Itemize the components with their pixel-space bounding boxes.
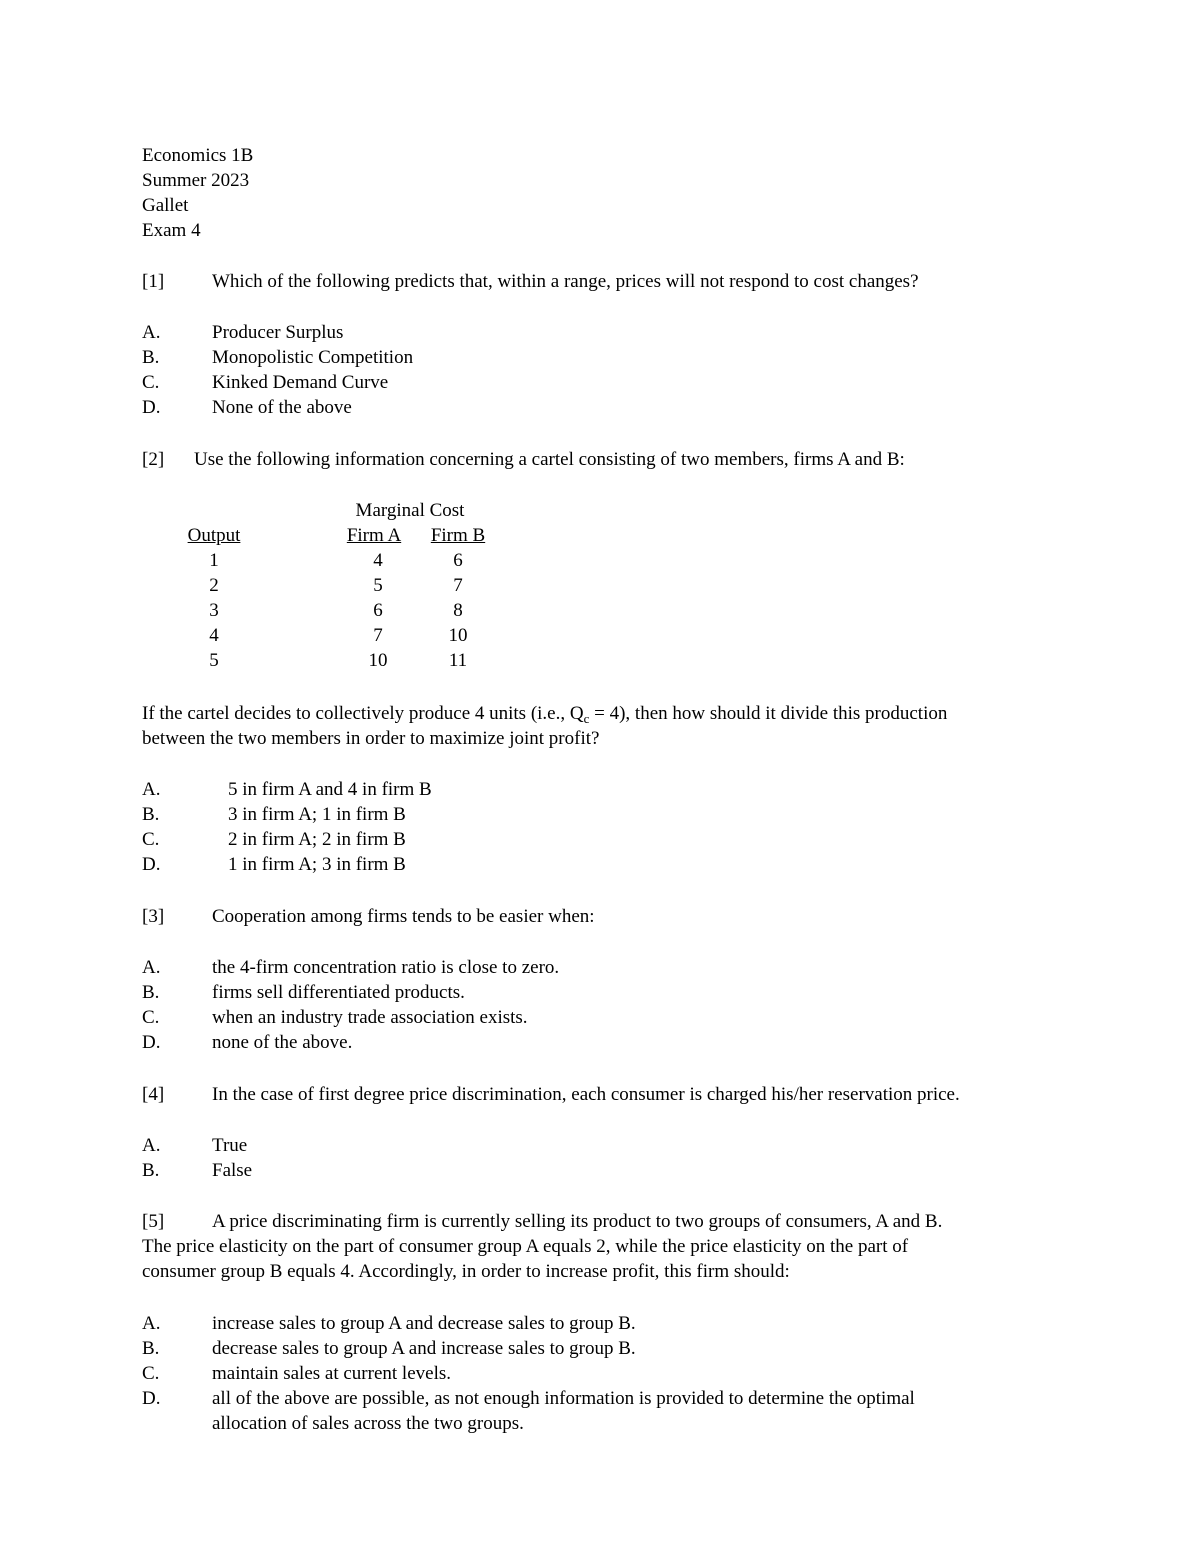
option-5b [142,1336,1062,1361]
table-cell-firm-a: 7 [373,625,383,646]
option-2a [142,777,1062,802]
question-number: [5] [142,1211,165,1232]
option-1a [142,320,1062,345]
option-text: 3 in firm A; 1 in firm B [228,804,406,825]
option-2c [142,827,1062,852]
table-cell-firm-b: 6 [453,550,463,571]
option-text: False [212,1160,253,1181]
table-cell-firm-a: 4 [373,550,383,571]
question-text: Which of the following predicts that, within a range, prices will not respond to cost changes? [212,271,919,292]
option-text: when an industry trade association exists. [212,1007,528,1028]
question-5-line3: consumer group B equals 4. Accordingly, in order to increase profit, this firm should: [142,1261,790,1282]
table-cell-firm-b: 8 [453,600,463,621]
question-text: A price discriminating firm is currently selling its product to two groups of consumers, A and B. [212,1211,943,1232]
option-5c [142,1361,1062,1386]
question-3 [142,904,1062,929]
question-number: [3] [142,906,165,927]
option-label: D. [142,397,161,418]
question-text: Use the following information concerning a cartel consisting of two members, firms A and B: [194,449,905,470]
question-2 [142,447,1062,472]
option-label: B. [142,804,160,825]
question-number: [2] [142,449,165,470]
option-3c [142,1005,1062,1030]
question-4 [142,1082,1062,1107]
option-2b [142,802,1062,827]
option-text: Monopolistic Competition [212,347,414,368]
option-label: D. [142,1032,161,1053]
option-text: decrease sales to group A and increase sales to group B. [212,1338,636,1359]
option-text: all of the above are possible, as not enough information is provided to determine the optimal [212,1388,915,1409]
option-label: A. [142,1313,161,1334]
option-label: D. [142,1388,161,1409]
question-text: Cooperation among firms tends to be easier when: [212,906,595,927]
option-label: C. [142,1007,160,1028]
option-text: True [212,1135,248,1156]
question-5-line2: The price elasticity on the part of consumer group A equals 2, while the price elasticity on the part of [142,1236,909,1257]
table-cell-firm-b: 11 [448,650,468,671]
option-text: None of the above [212,397,352,418]
option-text: increase sales to group A and decrease sales to group B. [212,1313,636,1334]
table-group-header: Marginal Cost [355,500,465,521]
option-5d [142,1386,1062,1411]
table-cell-output: 1 [209,550,219,571]
option-3d [142,1030,1062,1055]
table-cell-firm-a: 10 [368,650,388,671]
table-cell-firm-a: 6 [373,600,383,621]
option-label: C. [142,372,160,393]
option-1c [142,370,1062,395]
option-label: C. [142,829,160,850]
option-5d-line2 [142,1411,1062,1436]
option-text: firms sell differentiated products. [212,982,465,1003]
option-text: allocation of sales across the two groups. [212,1413,524,1434]
option-label: A. [142,779,161,800]
table-header-firm-a: Firm A [346,525,402,546]
question-5 [142,1209,1062,1234]
table-cell-output: 5 [209,650,219,671]
option-text: 2 in firm A; 2 in firm B [228,829,406,850]
table-cell-firm-b: 7 [453,575,463,596]
question-number: [4] [142,1084,165,1105]
option-label: A. [142,322,161,343]
option-4a [142,1133,1062,1158]
option-label: A. [142,957,161,978]
option-label: B. [142,1338,160,1359]
table-header-output: Output [187,525,241,546]
table-cell-firm-b: 10 [448,625,468,646]
question-1 [142,269,1062,294]
option-label: B. [142,347,160,368]
question-number: [1] [142,271,165,292]
option-label: B. [142,1160,160,1181]
table-header-firm-b: Firm B [430,525,486,546]
option-1d [142,395,1062,420]
option-5a [142,1311,1062,1336]
term: Summer 2023 [142,170,250,191]
exam-title: Exam 4 [142,220,201,241]
table-cell-firm-a: 5 [373,575,383,596]
option-label: C. [142,1363,160,1384]
option-text: maintain sales at current levels. [212,1363,451,1384]
option-text: Producer Surplus [212,322,344,343]
option-text: 5 in firm A and 4 in firm B [228,779,432,800]
option-3b [142,980,1062,1005]
question-2-prompt: If the cartel decides to collectively produce 4 units (i.e., $Q_c = 4$), then how should it divide this production [142,703,948,726]
option-text: the 4-firm concentration ratio is close to zero. [212,957,560,978]
instructor: Gallet [142,195,189,216]
table-cell-output: 4 [209,625,219,646]
option-3a [142,955,1062,980]
course-title: Economics 1B [142,145,254,166]
option-4b [142,1158,1062,1183]
option-2d [142,852,1062,877]
option-1b [142,345,1062,370]
option-text: 1 in firm A; 3 in firm B [228,854,406,875]
option-label: A. [142,1135,161,1156]
option-label: D. [142,854,161,875]
question-2-prompt-line2: between the two members in order to maximize joint profit? [142,728,600,749]
table-cell-output: 2 [209,575,219,596]
option-text: Kinked Demand Curve [212,372,389,393]
table-cell-output: 3 [209,600,219,621]
option-text: none of the above. [212,1032,353,1053]
option-label: B. [142,982,160,1003]
question-text: In the case of first degree price discrimination, each consumer is charged his/her reservation price. [212,1084,960,1105]
